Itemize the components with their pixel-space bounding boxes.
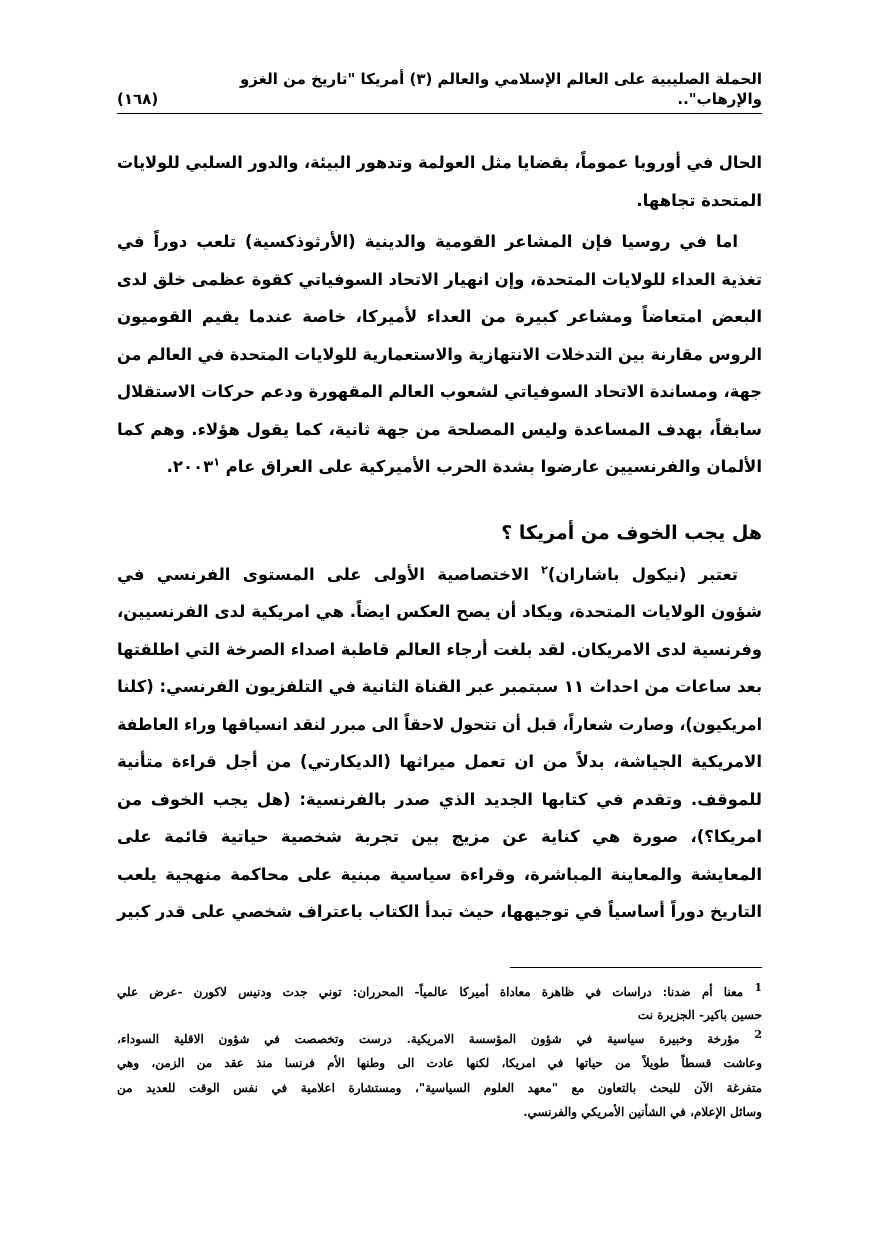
body-line: التاريخ دوراً أساسياً في توجيهها، حيث تبدأ الكتاب باعتراف شخصي على قدر كبير — [117, 902, 763, 921]
body-text: تعتبر (نيكول باشاران) — [547, 565, 738, 584]
body-line: امريكيون)، وصارت شعاراً، قبل أن تتحول لاحقاً الى مبرر لنقد انسياقها وراء العاطفة — [117, 715, 763, 734]
body-line — [117, 563, 762, 587]
body-line: شؤون الولايات المتحدة، ويكاد أن يصح العكس ايضاً. هي امريكية لدى الفرنسيين، — [117, 602, 762, 621]
body-line: امريكا؟)، صورة هي كناية عن مزيج بين تجربة شخصية حياتية قائمة على — [117, 827, 762, 846]
body-line: الألمان والفرنسيين عارضوا بشدة الحرب الأميركية على العراق عام ٢٠٠٣$^١$. — [166, 455, 762, 476]
footnote-ref-1[interactable]: ١ — [213, 455, 220, 469]
body-line: البعض امتعاضاً ومشاعر كبيرة من العداء لأميركا، خاصة عندما يقيم القوميون — [117, 307, 762, 326]
footnote-number: 2 — [754, 1028, 762, 1041]
body-line: وفرنسية لدى الامريكان. لقد بلغت أرجاء العالم قاطبة اصداء الصرخة التي اطلقتها — [116, 640, 762, 659]
footnote-text: معنا أم ضدنا: دراسات في ظاهرة معاداة أميركا عالمياً- المحرران: توني جدت ودنيس لاكورن -عرض علي — [117, 985, 744, 999]
body-line: المعايشة والمعاينة المباشرة، وقراءة سياسية مبنية على محاكمة منهجية يلعب — [117, 865, 762, 884]
body-line: للموقف. وتقدم في كتابها الجديد الذي صدر بالفرنسية: (هل يجب الخوف من — [117, 790, 762, 809]
footnote-text: مؤرخة وخبيرة سياسية في شؤون المؤسسة الامريكية. درست وتخصصت في شؤون الاقلية السوداء، — [117, 1032, 740, 1046]
footnote-line: حسين باكير- الجزيرة نت — [637, 1008, 762, 1022]
body-line: الروس مقارنة بين التدخلات الانتهازية والاستعمارية للولايات المتحدة في العالم من — [117, 345, 762, 364]
body-line: بعد ساعات من احداث ١١ سبتمبر عبر القناة الثانية في التلفزيون الفرنسي: (كلنا — [117, 677, 762, 696]
body-line: الامريكية الجياشة، بدلاً من ان تعمل ميراثها (الديكارتي) من أجل قراءة متأنية — [117, 752, 762, 771]
footnote-1 — [117, 983, 762, 1001]
body-text: الاختصاصية الأولى على المستوى الفرنسي في — [117, 565, 542, 584]
footnote-separator — [510, 967, 762, 968]
header-title: الحملة الصليبية على العالم الإسلامي والعالم (٣) أمريكا "تاريخ من الغزو والإرهاب".. — [239, 70, 762, 108]
footnote-line: وسائل الإعلام، في الشأنين الأمريكي والفرنسي. — [523, 1105, 762, 1119]
body-text: الألمان والفرنسيين عارضوا بشدة الحرب الأميركية على العراق عام ٢٠٠٣ — [172, 457, 762, 476]
footnote-line: متفرغة الآن للبحث بالتعاون مع "معهد العلوم السياسية"، ومستشارة اعلامية في نفس الوقت للعديد من — [117, 1081, 762, 1095]
footnote-2 — [117, 1030, 762, 1048]
body-line: تغذية العداء للولايات المتحدة، وإن انهيار الاتحاد السوفياتي كقوة عظمى خلق لدى — [116, 270, 763, 289]
footnote-line: وعاشت قسطاً طويلاً من حياتها في امريكا، لكنها عادت الى وطنها الأم فرنسا منذ عقد من الزمن، وهي — [117, 1056, 762, 1070]
body-line: جهة، ومساندة الاتحاد السوفياتي لشعوب العالم المقهورة ودعم حركات الاستقلال — [116, 382, 762, 401]
body-line: اما في روسيا فإن المشاعر القومية والدينية (الأرثوذكسية) تلعب دوراً في — [117, 232, 738, 251]
footnote-ref-2[interactable]: ٢ — [541, 563, 548, 577]
section-heading: هل يجب الخوف من أمريكا ؟ — [501, 522, 762, 544]
running-header — [117, 69, 762, 114]
body-line: سابقاً، بهدف المساعدة وليس المصلحة من جهة ثانية، كما يقول هؤلاء. وهم كما — [117, 420, 762, 439]
body-line: المتحدة تجاهها. — [636, 191, 762, 210]
page-number: (١٦٨) — [117, 90, 159, 108]
body-line: الحال في أوروبا عموماً، بقضايا مثل العولمة وتدهور البيئة، والدور السلبي للولايات — [116, 153, 762, 172]
footnote-number: 1 — [754, 981, 762, 994]
